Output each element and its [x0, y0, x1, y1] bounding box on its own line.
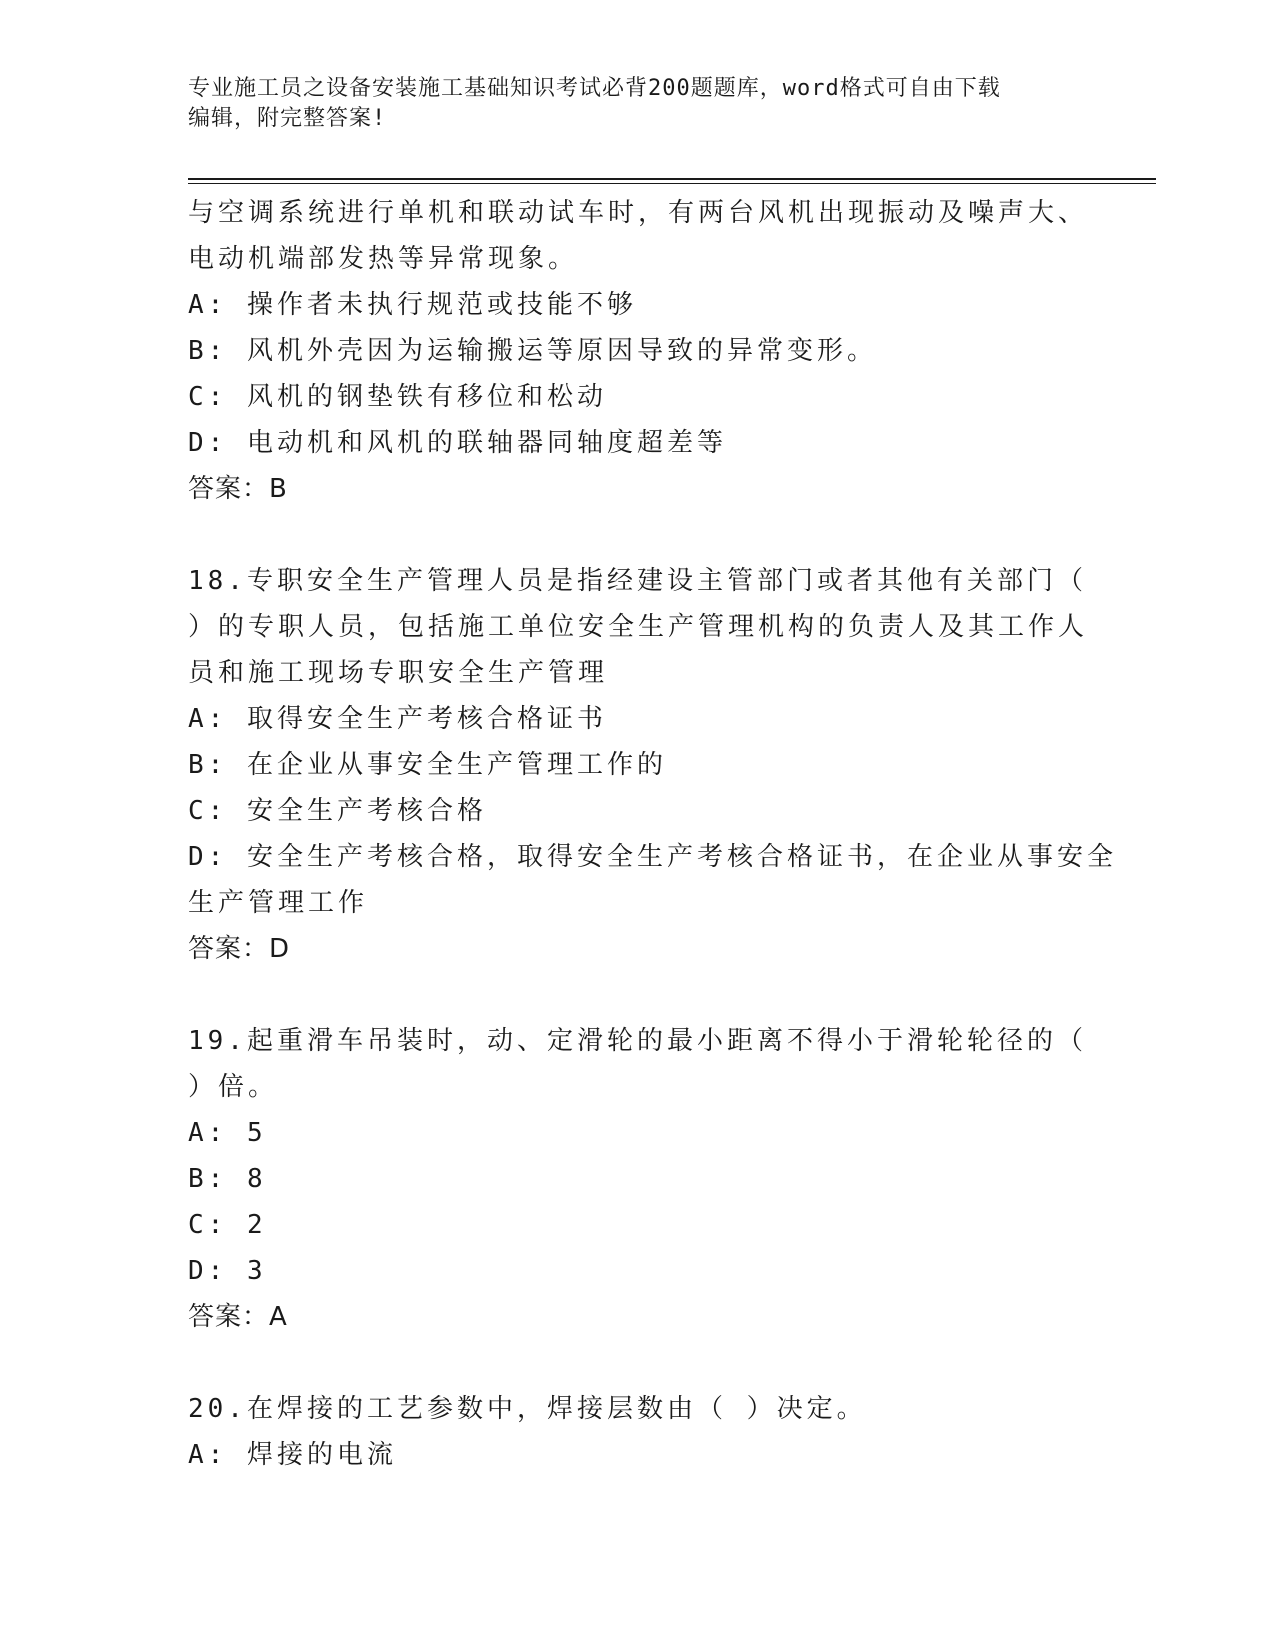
question-spacer — [188, 512, 1088, 558]
option-d: D: 安全生产考核合格，取得安全生产考核合格证书，在企业从事安全 — [188, 842, 1117, 872]
option-a: A: 焊接的电流 — [188, 1440, 397, 1470]
answer-line: 答案：D — [188, 934, 291, 964]
document-header — [188, 74, 1088, 134]
option-d-continued: 生产管理工作 — [188, 888, 369, 918]
option-a: A: 取得安全生产考核合格证书 — [188, 704, 607, 734]
option-c: C: 2 — [188, 1210, 267, 1240]
question-stem: ）倍。 — [188, 1072, 279, 1102]
header-divider-thin — [188, 183, 1156, 184]
header-divider-thick — [188, 178, 1156, 180]
option-a: A: 操作者未执行规范或技能不够 — [188, 290, 637, 320]
question-stem: 20.在焊接的工艺参数中，焊接层数由（ ）决定。 — [188, 1394, 867, 1424]
question-stem: 18.专职安全生产管理人员是指经建设主管部门或者其他有关部门（ — [188, 566, 1087, 596]
question-stem: 19.起重滑车吊装时，动、定滑轮的最小距离不得小于滑轮轮径的（ — [188, 1026, 1087, 1056]
option-a: A: 5 — [188, 1118, 267, 1148]
option-b: B: 风机外壳因为运输搬运等原因导致的异常变形。 — [188, 336, 877, 366]
header-title-line-2: 编辑，附完整答案! — [188, 106, 387, 131]
question-20 — [188, 1386, 1088, 1478]
option-b: B: 8 — [188, 1164, 267, 1194]
question-18 — [188, 558, 1117, 972]
option-c: C: 安全生产考核合格 — [188, 796, 487, 826]
question-stem: 与空调系统进行单机和联动试车时，有两台风机出现振动及噪声大、 — [188, 198, 1089, 228]
question-17 — [188, 190, 1088, 512]
answer-line: 答案：B — [188, 474, 288, 504]
answer-line: 答案：A — [188, 1302, 288, 1332]
question-list — [188, 190, 1117, 1478]
question-stem: 电动机端部发热等异常现象。 — [188, 244, 579, 274]
question-spacer — [188, 972, 1088, 1018]
header-title-line-1: 专业施工员之设备安装施工基础知识考试必背200题题库，word格式可自由下载 — [188, 76, 1001, 101]
option-d: D: 3 — [188, 1256, 267, 1286]
option-b: B: 在企业从事安全生产管理工作的 — [188, 750, 667, 780]
question-spacer — [188, 1340, 1088, 1386]
question-stem: ）的专职人员，包括施工单位安全生产管理机构的负责人及其工作人 — [188, 612, 1089, 642]
question-stem: 员和施工现场专职安全生产管理 — [188, 658, 609, 688]
question-19 — [188, 1018, 1088, 1340]
option-d: D: 电动机和风机的联轴器同轴度超差等 — [188, 428, 727, 458]
option-c: C: 风机的钢垫铁有移位和松动 — [188, 382, 607, 412]
